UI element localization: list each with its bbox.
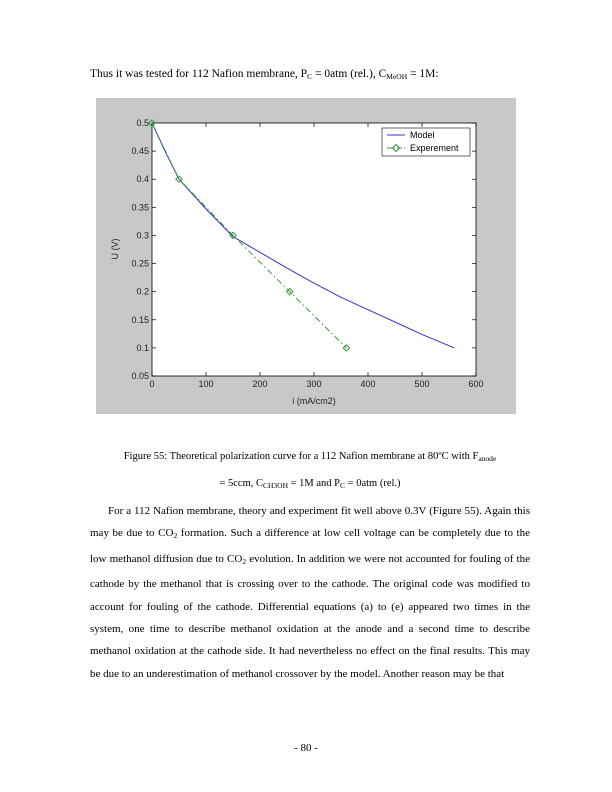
intro-cmeoh-subscript: MeOH xyxy=(386,72,408,81)
x-axis-label: i (mA/cm2) xyxy=(292,396,336,406)
paragraph xyxy=(90,500,530,685)
y-tick-label: 0.4 xyxy=(136,174,149,185)
intro-pc-subscript: C xyxy=(307,72,313,81)
y-tick-label: 0.45 xyxy=(131,146,149,157)
x-tick-label: 100 xyxy=(198,379,214,389)
intro-text-1: Thus it was tested for 112 Nafion membrane, P xyxy=(90,68,308,80)
body-co2-sub-2: 2 xyxy=(242,556,247,566)
legend-model-label: Model xyxy=(410,130,435,140)
body-text-3: evolution. In addition we were not accounted for fouling of the cathode by the methanol that is crossing over to the cathode. The original code was modified to account for fouling of the cathode. Differential equations (a) to (e) appeared two times in the system, one time to describe methanol oxidation at the anode and a second time to describe methanol oxidation at the cathode side. It had nevertheless no effect on the final results. This may be due to an underestimation of methanol crossover by the model. Another reason may be that xyxy=(90,552,530,680)
caption-sub-anode: anode xyxy=(478,454,497,463)
polarization-chart xyxy=(96,98,516,414)
y-tick-label: 0.15 xyxy=(131,314,149,325)
figure-caption xyxy=(90,444,530,498)
y-tick-label: 0.5 xyxy=(136,118,149,128)
page-number: - 80 - xyxy=(294,742,318,754)
y-tick-label: 0.05 xyxy=(131,371,149,381)
figure-55 xyxy=(96,98,516,414)
y-tick-label: 0.2 xyxy=(136,286,149,297)
y-tick-label: 0.1 xyxy=(136,342,149,353)
legend xyxy=(382,128,470,156)
x-tick-label: 400 xyxy=(360,379,376,389)
caption-sub-c: C xyxy=(340,481,346,490)
intro-sentence xyxy=(90,68,530,81)
x-tick-label: 0 xyxy=(149,379,155,389)
x-tick-label: 500 xyxy=(414,379,430,389)
body-text-2: formation. Such a difference at low cell voltage can be completely due to the low methanol diffusion due to CO xyxy=(90,527,530,565)
intro-text-2: = 0atm (rel.), C xyxy=(312,68,387,80)
x-tick-label: 600 xyxy=(468,379,484,389)
body-text-1: For a 112 Nafion membrane, theory and experiment fit well above 0.3V (Figure 55). Again this may be due to CO xyxy=(90,505,530,540)
body-paragraph xyxy=(90,500,530,685)
y-tick-label: 0.3 xyxy=(136,230,149,241)
y-tick-label: 0.25 xyxy=(131,258,149,269)
caption-text-2: = 5ccm, C xyxy=(219,478,263,489)
caption-text-1: Figure 55: Theoretical polarization curve for a 112 Nafion membrane at 80ºC with F xyxy=(123,451,479,462)
caption-line-1 xyxy=(90,444,530,471)
x-tick-label: 300 xyxy=(306,379,322,389)
caption-sub-ch3oh: CH3OH xyxy=(263,481,289,490)
body-co2-sub-1: 2 xyxy=(173,531,178,541)
caption-text-4: = 0atm (rel.) xyxy=(345,478,401,489)
y-tick-label: 0.35 xyxy=(131,202,149,213)
y-axis-label: U (V) xyxy=(110,238,120,260)
caption-line-2 xyxy=(90,471,530,498)
x-tick-label: 200 xyxy=(252,379,268,389)
legend-experiment-label: Experement xyxy=(410,143,459,153)
intro-text-3: = 1M: xyxy=(407,68,439,80)
caption-text-3: = 1M and P xyxy=(288,478,341,489)
plot-area xyxy=(152,123,476,376)
